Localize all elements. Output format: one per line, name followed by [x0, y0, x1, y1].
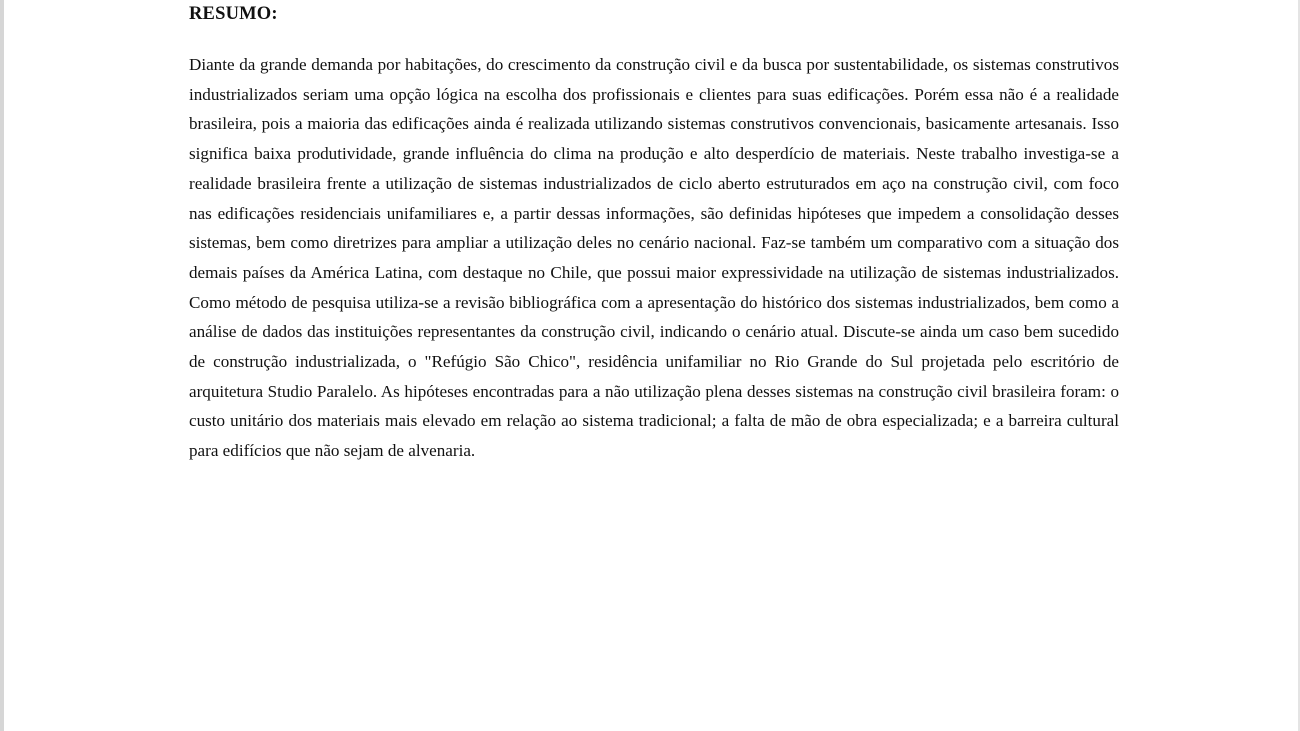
abstract-heading: RESUMO:: [189, 4, 278, 24]
page-left-border: [0, 0, 4, 731]
document-page: [189, 2, 1119, 466]
abstract-paragraph: Diante da grande demanda por habitações, do crescimento da construção civil e da busca por sustentabilidade, os sistemas construtivos industrializados seriam uma opção lógica na escolha dos profissionais e clientes para suas edificações. Porém essa não é a realidade brasileira, pois a maioria das edificações ainda é realizada utilizando sistemas construtivos convencionais, basicamente artesanais. Isso significa baixa produtividade, grande influência do clima na produção e alto desperdício de materiais. Neste trabalho investiga-se a realidade brasileira frente a utilização de sistemas industrializados de ciclo aberto estruturados em aço na construção civil, com foco nas edificações residenciais unifamiliares e, a partir dessas informações, são definidas hipóteses que impedem a consolidação desses sistemas, bem como diretrizes para ampliar a utilização deles no cenário nacional. Faz-se também um comparativo com a situação dos demais países da América Latina, com destaque no Chile, que possui maior expressividade na utilização de sistemas industrializados. Como método de pesquisa utiliza-se a revisão bibliográfica com a apresentação do histórico dos sistemas industrializados, bem como a análise de dados das instituições representantes da construção civil, indicando o cenário atual. Discute-se ainda um caso bem sucedido de construção industrializada, o "Refúgio São Chico", residência unifamiliar no Rio Grande do Sul projetada pelo escritório de arquitetura Studio Paralelo. As hipóteses encontradas para a não utilização plena desses sistemas na construção civil brasileira foram: o custo unitário dos materiais mais elevado em relação ao sistema tradicional; a falta de mão de obra especializada; e a barreira cultural para edifícios que não sejam de alvenaria.: [189, 55, 1119, 461]
